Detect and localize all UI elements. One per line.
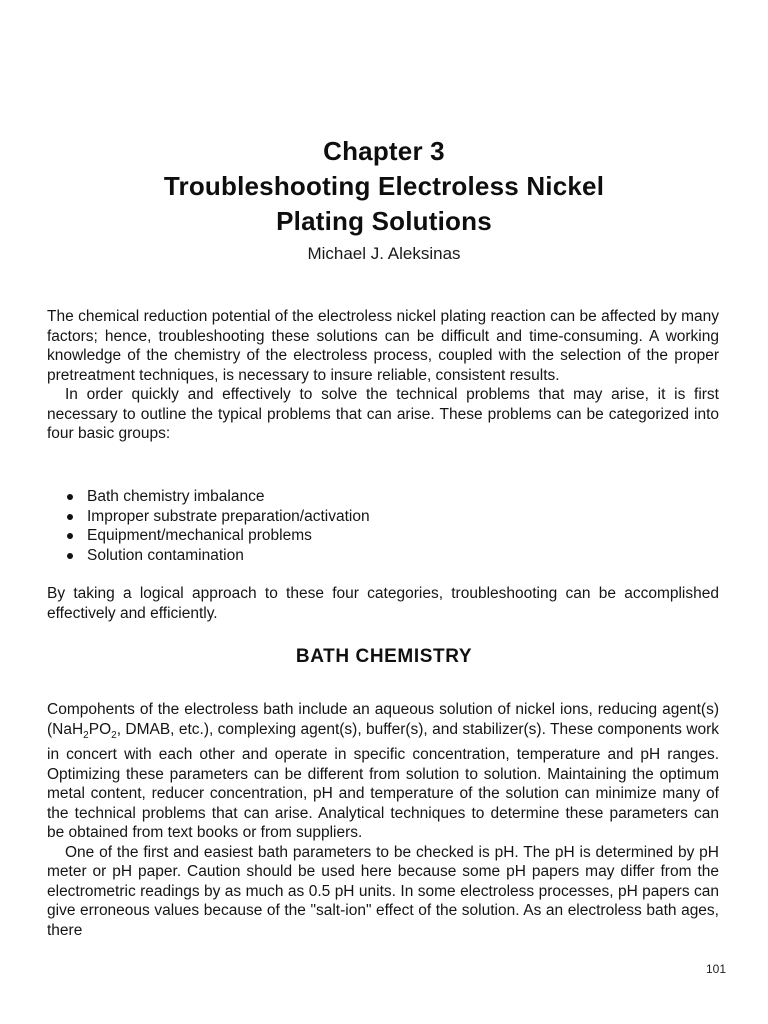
section-heading: BATH CHEMISTRY [295,646,473,667]
closing-section [47,584,719,623]
chapter-title-block [0,134,768,265]
subscript-2b: 2 [111,729,117,741]
intro-paragraph-1: The chemical reduction potential of the electroless nickel plating reaction can be affected by many factors; hence, troubleshooting these solutions can be difficult and time-consuming. A working knowledge of the chemistry of the electroless process, coupled with the selection of the proper pretreatment techniques, is necessary to insure reliable, consistent results. [47,308,719,384]
intro-section [47,307,719,444]
bath-paragraph-1-part-3: , DMAB, etc.), complexing agent(s), buffer(s), and stabilizer(s). These components work in concert with each other and operate in specific concentration, temperature and pH ranges. Optimizing these parameters can be different from solution to solution. Maintaining the optimum metal content, reducer concentration, pH and temperature of the solution can minimize many of the technical problems that can arise. Analytical techniques to determine these parameters can be obtained from text books or from suppliers. [47,720,719,842]
list-item: Improper substrate preparation/activation [67,507,667,527]
page-number: 101 [705,962,726,976]
closing-paragraph: By taking a logical approach to these four categories, troubleshooting can be accomplished effectively and efficiently. [47,585,719,622]
chapter-label: Chapter 3 [323,136,445,166]
subscript-2: 2 [83,729,89,741]
bath-paragraph-2: One of the first and easiest bath parameters to be checked is pH. The pH is determined by pH meter or pH paper. Caution should be used here because some pH papers may differ from the electrometric readings by as much as 0.5 pH units. In some electroless processes, pH papers can give erroneous values because of the "salt-ion" effect of the solution. As an electroless bath ages, there [47,843,719,939]
bath-chemistry-section [47,700,719,940]
chapter-title-line-1: Troubleshooting Electroless Nickel [163,171,605,201]
bath-paragraph-1-part-2: PO [88,720,112,738]
problem-groups-list [67,487,667,565]
list-item: Solution contamination [67,546,667,566]
chapter-title-line-2: Plating Solutions [276,206,492,236]
list-item: Bath chemistry imbalance [67,487,667,507]
bath-paragraph-1-part-1: Compohents of the electroless bath include an aqueous solution of nickel ions, reducing agent(s) (NaH [47,701,719,738]
intro-paragraph-2: In order quickly and effectively to solve the technical problems that may arise, it is first necessary to outline the typical problems that can arise. These problems can be categorized into four basic groups: [47,386,719,442]
bath-paragraph-1 [47,700,719,843]
list-item: Equipment/mechanical problems [67,526,667,546]
author-name: Michael J. Aleksinas [307,244,461,263]
